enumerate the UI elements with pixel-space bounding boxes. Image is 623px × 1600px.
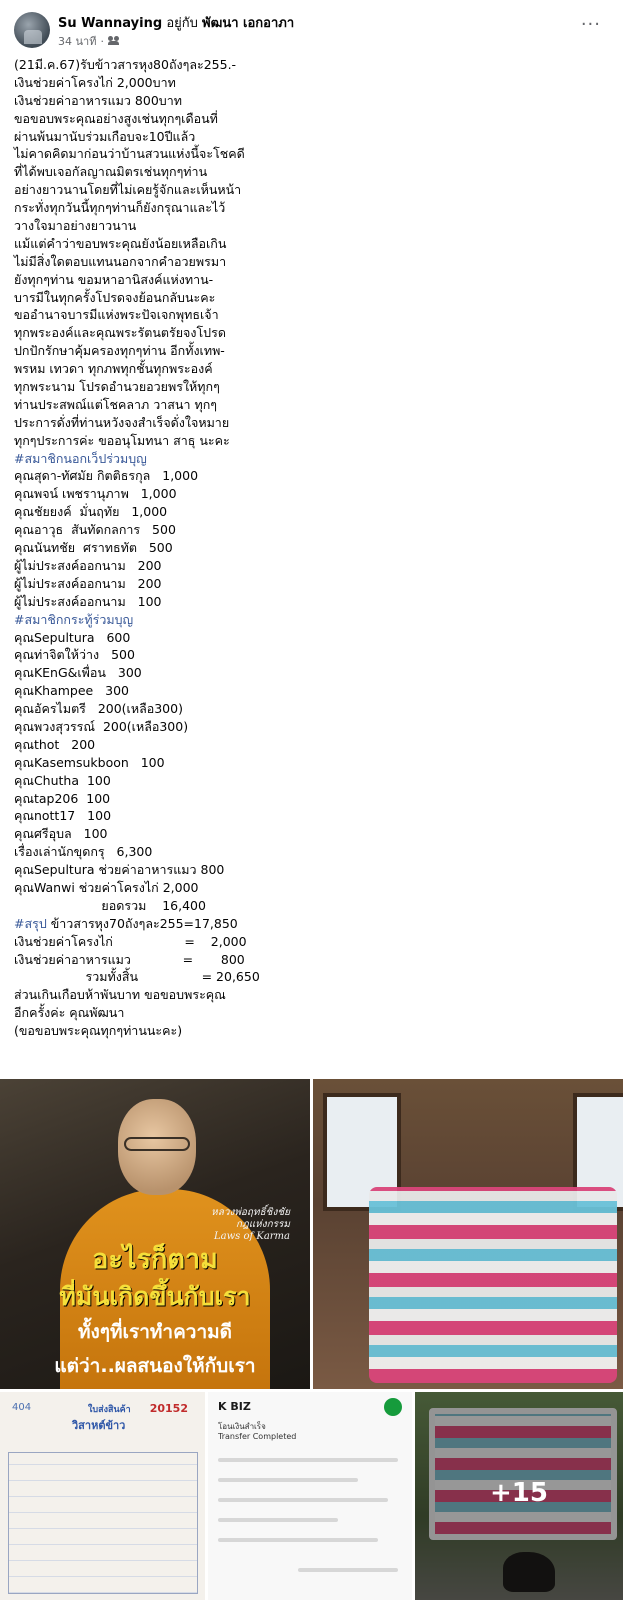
post-text-line: ไม่มีสิ่งใดตอบแทนนอกจากคำอวยพรมา [14, 253, 227, 269]
glasses-shape [124, 1137, 190, 1151]
image-caption-1: อะไรก็ตาม [92, 1244, 218, 1275]
summary-text: ข้าวสารหุง70ถังๆละ255=17,850 [46, 915, 238, 931]
donor-line: คุณKasemsukboon 100 [14, 754, 165, 770]
post-text-line: บารมีในทุกครั้งโปรดจงย้อนกลับนะคะ [14, 289, 216, 305]
summary-line: อีกครั้งค่ะ คุณพัฒนา [14, 1005, 125, 1021]
author-name[interactable]: Su Wannaying [58, 16, 163, 31]
post-text [14, 56, 614, 1040]
slip-line [298, 1568, 398, 1572]
summary-line: เงินช่วยค่าโครงไก่ = 2,000 [14, 933, 247, 949]
slip-line [218, 1538, 378, 1542]
meta-dot: · [100, 34, 104, 48]
donor-line: คุณพวงสุวรรณ์ 200(เหลือ300) [14, 718, 189, 734]
donor-line: คุณท่าจิตให้ว่าง 500 [14, 647, 135, 663]
donor-line: ผู้ไม่ประสงค์ออกนาม 200 [14, 557, 162, 573]
transfer-title: โอนเงินสำเร็จ [218, 1422, 266, 1431]
donor-line: คุณอาวุธ สันทัดกลการ 500 [14, 522, 176, 538]
donor-line: คุณWanwi ช่วยค่าโครงไก่ 2,000 [14, 879, 199, 895]
post-text-line: ไม่คาดคิดมาก่อนว่าบ้านสวนแห่งนี้จะโชคดี [14, 146, 245, 162]
author-avatar[interactable] [14, 12, 50, 48]
post-text-line: ทุกๆประการค่ะ ขออนุโมทนา สาธุ นะคะ [14, 432, 230, 448]
post-header [0, 0, 623, 56]
post-text-line: แม้แต่คำว่าขอบพระคุณยังน้อยเหลือเกิน [14, 235, 227, 251]
donor-line: คุณศรีอุบล 100 [14, 826, 108, 842]
post-text-line: ผ่านพ้นมานับร่วมเกือบจะ10ปีแล้ว [14, 128, 196, 144]
summary-line: ส่วนเกินเกือบห้าพันบาท ขอขอบพระคุณ [14, 987, 226, 1003]
rice-sacks-image[interactable] [313, 1079, 623, 1389]
donor-line: คุณChutha 100 [14, 772, 111, 788]
post-text-line: ที่ได้พบเจอกัลญาณมิตรเช่นทุกๆท่าน [14, 164, 208, 180]
transfer-title-en: Transfer Completed [218, 1432, 297, 1441]
brand-en-text: Laws of Karma [213, 1231, 290, 1242]
post-text-line: ทุกพระนาม โปรดอำนวยอวยพรให้ทุกๆ [14, 379, 220, 395]
slip-line [218, 1458, 398, 1462]
summary-line: (ขอขอบพระคุณทุกๆท่านนะคะ) [14, 1023, 183, 1039]
donor-line: คุณพจน์ เพชรานุภาพ 1,000 [14, 486, 177, 502]
image-caption-2: ที่มันเกิดขึ้นกับเรา [59, 1282, 251, 1311]
post-time[interactable]: 34 นาที [58, 35, 97, 48]
donor-line: คุณชัยยงค์ มั่นฤทัย 1,000 [14, 504, 168, 520]
donor-line: ผู้ไม่ประสงค์ออกนาม 200 [14, 575, 162, 591]
slip-line [218, 1498, 388, 1502]
post-text-line: ขออำนาจบารมีแห่งพระปัจเจกพุทธเจ้า [14, 307, 219, 323]
summary-line [14, 915, 614, 933]
rice-sacks-stack [369, 1187, 617, 1383]
donor-line: คุณนันทชัย ศราทธทัต 500 [14, 540, 173, 556]
with-word: อยู่กับ [166, 16, 198, 31]
donor-line: คุณKhampee 300 [14, 683, 130, 699]
donor-line: เรื่องเล่านักขุดกรุ 6,300 [14, 844, 153, 860]
donor-line: คุณthot 200 [14, 736, 96, 752]
donor-line: คุณtap206 100 [14, 790, 111, 806]
post-text-line: ปกปักรักษาคุ้มครองทุกๆท่าน อีกทั้งเทพ- [14, 343, 225, 359]
donor-line: คุณKEnG&เพื่อน 300 [14, 665, 142, 681]
author-line [58, 12, 294, 33]
receipt-serial: 20152 [149, 1402, 188, 1415]
post-text-line: วางใจมาอย่างยาวนาน [14, 218, 137, 234]
post-text-line: กระทั่งทุกวันนี้ทุกๆท่านก็ยังกรุณาและไว้ [14, 200, 226, 216]
receipt-doc-title: ใบส่งสินค้า [88, 1405, 131, 1415]
receipt-number: 404 [12, 1402, 32, 1413]
tagged-name[interactable]: พัฒนา เอกอาภา [202, 16, 295, 31]
image-caption-4: แต่ว่า..ผลสนองให้กับเรา [54, 1355, 256, 1377]
truck-rice-image[interactable] [415, 1392, 623, 1600]
post-text-line: อย่างยาวนานโดยที่ไม่เคยรู้จักและเห็นหน้า [14, 182, 242, 198]
kbiz-logo: K BIZ [218, 1400, 251, 1413]
hashtag-link[interactable]: #สมาชิกกระทู้ร่วมบุญ [14, 611, 134, 627]
brand-text: กฎแห่งกรรม [235, 1219, 290, 1230]
post-text-line: เงินช่วยค่าโครงไก่ 2,000บาท [14, 74, 176, 90]
donor-line: คุณสุดา-ทัศมัย กิตติธรกุล 1,000 [14, 468, 199, 484]
donor-line: คุณnott17 100 [14, 808, 112, 824]
slip-line [218, 1478, 358, 1482]
summary-line: เงินช่วยค่าอาหารแมว = 800 [14, 951, 245, 967]
bank-logo-icon [384, 1398, 402, 1416]
post-meta [58, 32, 120, 50]
transfer-slip-image[interactable] [208, 1392, 412, 1600]
donor-line: ผู้ไม่ประสงค์ออกนาม 100 [14, 593, 162, 609]
hashtag-link[interactable]: #สรุป [14, 915, 47, 931]
donor-line: คุณSepultura 600 [14, 629, 131, 645]
signature-text: หลวงพ่อฤทธิ์ชิงชัย [211, 1207, 290, 1218]
receipt-shop: วิสาหต์ข้าว [72, 1419, 126, 1432]
donor-line: คุณอัครไมตรี 200(เหลือ300) [14, 701, 183, 717]
hashtag-link[interactable]: #สมาชิกนอกเว็ปร่วมบุญ [14, 450, 147, 466]
more-options-icon[interactable]: ··· [580, 14, 601, 35]
donor-line: ยอดรวม 16,400 [14, 897, 206, 913]
more-photos-count[interactable]: +15 [490, 1478, 548, 1508]
post-text-line: ขอขอบพระคุณอย่างสูงเช่นทุกๆเดือนที่ [14, 110, 218, 126]
receipt-table [8, 1452, 198, 1594]
post-text-line: ท่านประสพณ์แต่โชคลาภ วาสนา ทุกๆ [14, 396, 217, 412]
post-text-line: เงินช่วยค่าอาหารแมว 800บาท [14, 92, 182, 108]
slip-line [218, 1518, 338, 1522]
post-text-line: ยังทุกๆท่าน ขอมหาอานิสงค์แห่งทาน- [14, 271, 214, 287]
monk-portrait-image[interactable] [0, 1079, 310, 1389]
photo-grid [0, 1079, 623, 1600]
friends-icon[interactable] [108, 36, 120, 46]
post-text-line: ทุกพระองค์และคุณพระรัตนตรัยจงโปรด [14, 325, 226, 341]
post-text-line: (21มี.ค.67)รับข้าวสารหุง80ถังๆละ255.- [14, 57, 237, 72]
donor-line: คุณSepultura ช่วยค่าอาหารแมว 800 [14, 862, 225, 878]
image-caption-3: ทั้งๆที่เราทำความดี [77, 1321, 232, 1343]
receipt-header [8, 1398, 198, 1446]
receipt-image[interactable] [0, 1392, 205, 1600]
post-text-line: ประการดั่งที่ท่านหวังจงสำเร็จดั่งใจหมาย [14, 414, 230, 430]
summary-line: รวมทั้งสิ้น = 20,650 [14, 969, 260, 985]
post-text-line: พรหม เทวดา ทุกภพทุกชั้นทุกพระองค์ [14, 361, 213, 377]
